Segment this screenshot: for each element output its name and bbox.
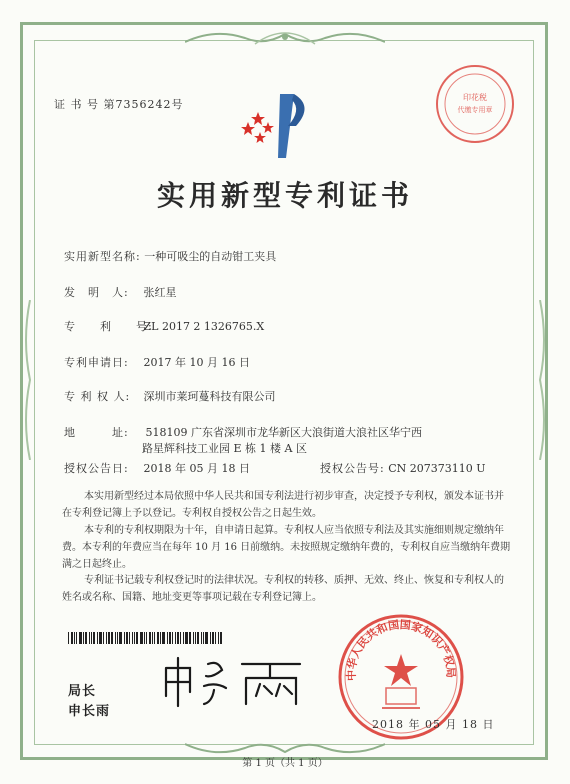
barcode-bar: [89, 632, 90, 644]
barcode-bar: [97, 632, 98, 644]
barcode-bar: [203, 632, 204, 644]
barcode-bar: [152, 632, 153, 644]
seal-date: 2018 年 05 月 18 日: [372, 718, 495, 731]
barcode-bar: [154, 632, 155, 644]
barcode-bar: [146, 632, 147, 644]
filing-date-label: 专利申请日:: [64, 356, 129, 369]
field-filing-date: [64, 354, 250, 370]
announce-date-value: 2018 年 05 月 18 日: [143, 462, 250, 475]
address-value-line2: 路星辉科技工业园 E 栋 1 楼 A 区: [142, 442, 307, 455]
paragraph-term: 本专利的专利权期限为十年，自申请日起算。专利权人应当依照专利法及其实施细则规定缴纳年费。本专利的年费应当在每年 10 月 16 日前缴纳。未按照规定缴纳年费的，专利权自应当缴纳年费期满之日起终止。: [62, 525, 511, 570]
barcode-bar: [103, 632, 104, 644]
barcode-bar: [175, 632, 176, 644]
barcode-bar: [220, 632, 222, 644]
certificate-body: [62, 488, 512, 573]
barcode-bar: [212, 632, 214, 644]
barcode-bar: [193, 632, 194, 644]
barcode-bar: [218, 632, 219, 644]
inventor-value: 张红星: [143, 286, 177, 299]
utility-name-label: 实用新型名称:: [64, 250, 141, 263]
top-ornament: [185, 26, 385, 48]
right-ornament: [536, 300, 548, 460]
paragraph-grant: 本实用新型经过本局依照中华人民共和国专利法进行初步审查，决定授予专利权，颁发本证书并在专利登记簿上予以登记。专利权自授权公告之日起生效。: [62, 491, 504, 519]
address-label: 地 址:: [64, 426, 129, 439]
barcode-bar: [177, 632, 179, 644]
barcode-bar: [99, 632, 102, 644]
director-name: 申长雨: [68, 704, 111, 719]
barcode-bar: [126, 632, 128, 644]
barcode-bar: [79, 632, 82, 644]
barcode-bar: [197, 632, 199, 644]
barcode-bar: [172, 632, 173, 644]
field-utility-name: [64, 248, 276, 264]
barcode: [68, 632, 233, 644]
director-title: 局长: [68, 684, 97, 699]
announce-number-label: 授权公告号:: [320, 462, 385, 475]
barcode-bar: [124, 632, 125, 644]
barcode-bar: [91, 632, 92, 644]
barcode-bar: [93, 632, 95, 644]
seal-text: 中华人民共和国国家知识产权局: [344, 618, 458, 681]
director-signature: [160, 656, 310, 708]
barcode-bar: [157, 632, 159, 644]
field-inventor: [64, 284, 177, 300]
barcode-bar: [83, 632, 84, 644]
barcode-bar: [201, 632, 202, 644]
patent-office-logo-icon: [236, 92, 316, 160]
address-value-line1: 518109 广东省深圳市龙华新区大浪街道大浪社区华宁西: [145, 426, 422, 439]
barcode-bar: [167, 632, 168, 644]
barcode-bar: [144, 632, 145, 644]
barcode-bar: [215, 632, 216, 644]
barcode-bar: [74, 632, 75, 644]
barcode-bar: [129, 632, 130, 644]
barcode-bar: [149, 632, 151, 644]
page-number: 第 1 页（共 1 页）: [242, 758, 328, 769]
barcode-bar: [185, 632, 188, 644]
barcode-bar: [189, 632, 191, 644]
barcode-bar: [68, 632, 69, 644]
patent-number-value: ZL 2017 2 1326765.X: [143, 320, 265, 333]
barcode-bar: [140, 632, 143, 644]
barcode-bar: [85, 632, 87, 644]
certificate-title: 实用新型专利证书: [156, 179, 413, 212]
barcode-bar: [205, 632, 208, 644]
barcode-bar: [195, 632, 196, 644]
barcode-bar: [76, 632, 77, 644]
barcode-bar: [115, 632, 116, 644]
barcode-bar: [108, 632, 110, 644]
barcode-bar: [162, 632, 165, 644]
barcode-bar: [210, 632, 211, 644]
barcode-bar: [106, 632, 107, 644]
utility-name-value: 一种可吸尘的自动钳工夹具: [144, 250, 277, 263]
field-patent-number: [64, 318, 264, 334]
barcode-bar: [117, 632, 118, 644]
svg-text:代缴专用章: 代缴专用章: [457, 106, 493, 114]
announce-date-label: 授权公告日:: [64, 462, 129, 475]
filing-date-value: 2017 年 10 月 16 日: [143, 356, 250, 369]
barcode-bar: [111, 632, 113, 644]
svg-text:印花税: 印花税: [463, 93, 487, 102]
field-address: [64, 424, 422, 440]
patent-number-label: 专 利 号:: [64, 320, 153, 333]
barcode-bar: [180, 632, 181, 644]
field-patentee: [64, 388, 276, 404]
inventor-label: 发 明 人:: [64, 286, 129, 299]
revenue-stamp-icon: [433, 62, 517, 146]
certificate-body-legal: [62, 572, 512, 606]
field-announce-date: [64, 460, 250, 476]
announce-number-value: CN 207373110 U: [388, 462, 486, 475]
paragraph-legal-status: 专利证书记载专利权登记时的法律状况。专利权的转移、质押、无效、终止、恢复和专利权人的姓名或名称、国籍、地址变更等事项记载在专利登记簿上。: [62, 575, 504, 603]
field-announce-number: [320, 460, 486, 476]
patentee-label: 专 利 权 人:: [64, 390, 131, 403]
barcode-bar: [71, 632, 73, 644]
barcode-bar: [136, 632, 138, 644]
barcode-bar: [169, 632, 171, 644]
barcode-bar: [119, 632, 122, 644]
barcode-bar: [134, 632, 135, 644]
barcode-bar: [132, 632, 133, 644]
patentee-value: 深圳市莱珂蔓科技有限公司: [143, 390, 276, 403]
left-ornament: [22, 300, 34, 460]
barcode-bar: [160, 632, 161, 644]
barcode-bar: [183, 632, 184, 644]
certificate-number: 证 书 号 第7356242号: [54, 98, 184, 111]
